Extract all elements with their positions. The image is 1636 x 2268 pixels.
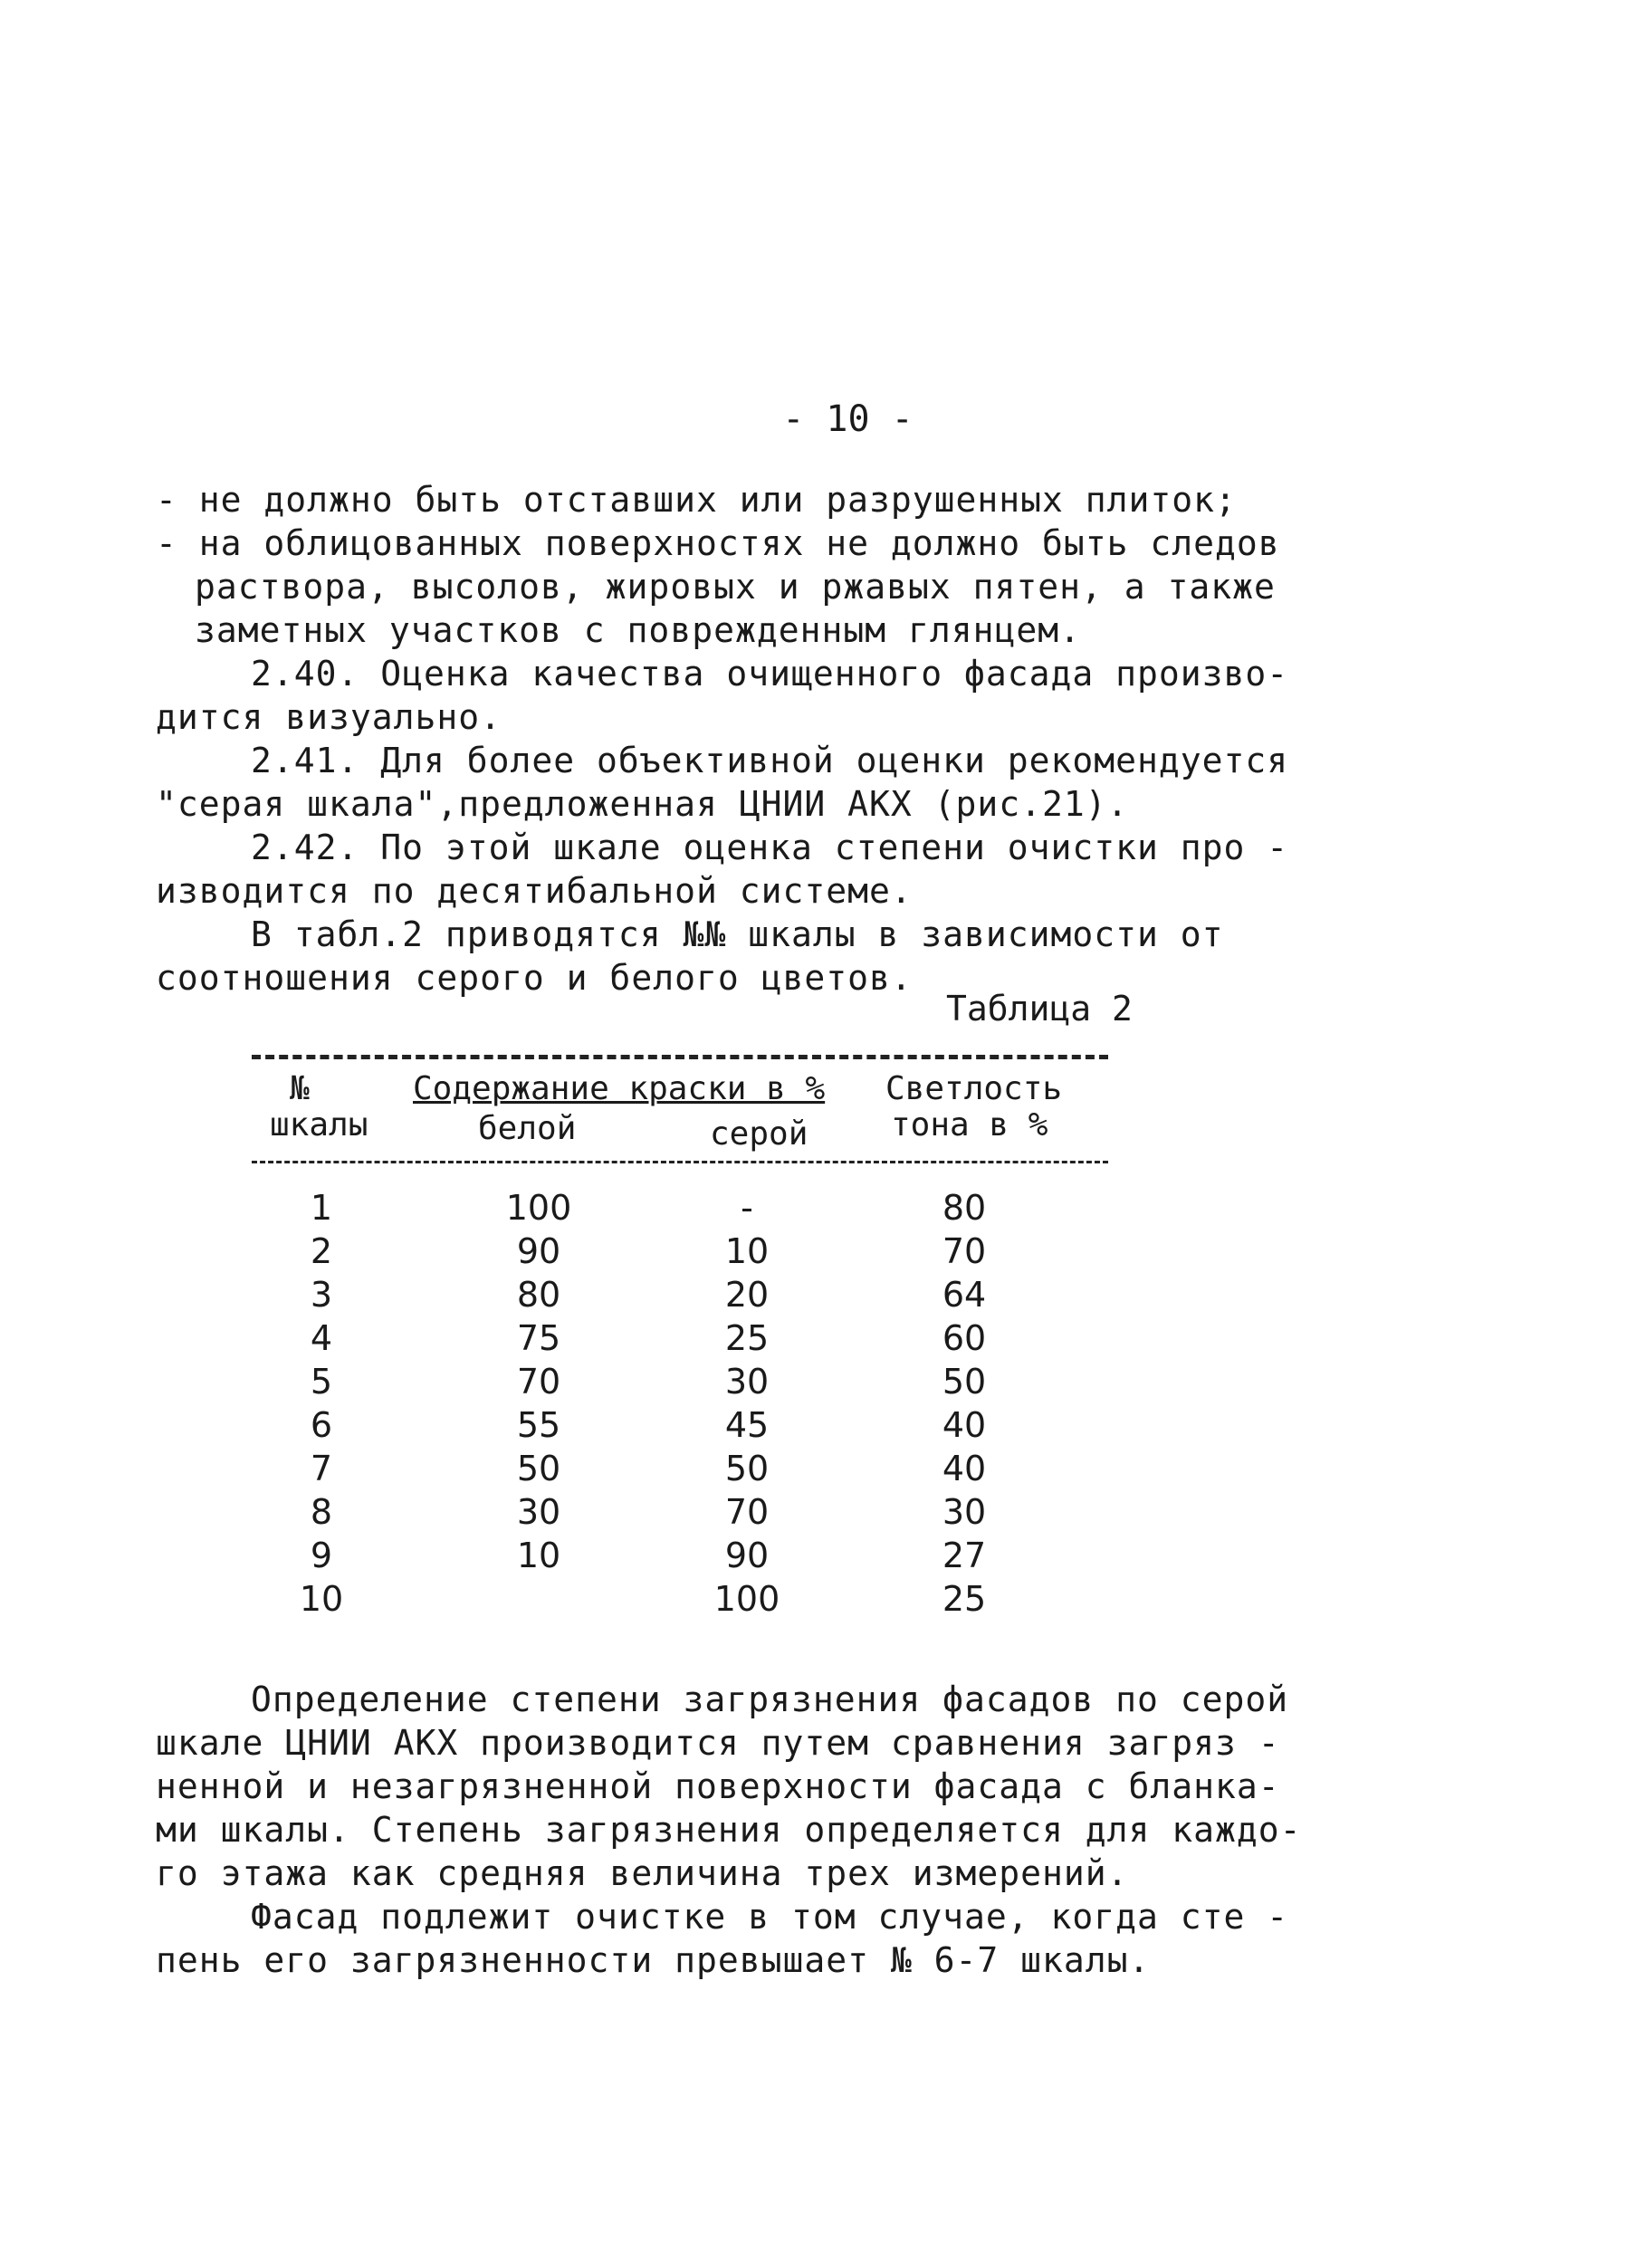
cell-lightness: 70 xyxy=(942,1231,987,1271)
cell-gray: 20 xyxy=(724,1275,770,1315)
text-line: - на облицованных поверхностях не должно быть следов xyxy=(156,523,1280,563)
cell-lightness: 60 xyxy=(942,1318,987,1358)
cell-lightness: 50 xyxy=(942,1362,987,1402)
text-line: соотношения серого и белого цветов. xyxy=(156,958,913,998)
cell-white: 30 xyxy=(516,1492,561,1532)
table-row xyxy=(0,1231,1636,1275)
cell-num: 6 xyxy=(310,1405,333,1445)
cell-gray: 45 xyxy=(724,1405,770,1445)
cell-gray: 50 xyxy=(724,1449,770,1488)
cell-gray: 90 xyxy=(724,1536,770,1575)
cell-lightness: 80 xyxy=(942,1188,987,1228)
cell-gray: 30 xyxy=(724,1362,770,1402)
table-row xyxy=(0,1362,1636,1405)
cell-white: 50 xyxy=(516,1449,561,1488)
table-row xyxy=(0,1275,1636,1318)
cell-white: 55 xyxy=(516,1405,561,1445)
header-gray: серой xyxy=(710,1115,808,1153)
table-row xyxy=(0,1405,1636,1449)
table-row xyxy=(0,1188,1636,1231)
table-caption: Таблица 2 xyxy=(946,989,1133,1029)
table-row xyxy=(0,1318,1636,1362)
header-num: № xyxy=(290,1070,310,1107)
cell-white: 100 xyxy=(505,1188,572,1228)
table-row xyxy=(0,1492,1636,1536)
text-line: ми шкалы. Степень загрязнения определяется для каждо- xyxy=(156,1810,1302,1850)
page-number: - 10 - xyxy=(782,398,914,440)
cell-lightness: 40 xyxy=(942,1405,987,1445)
cell-num: 1 xyxy=(310,1188,333,1228)
cell-num: 8 xyxy=(310,1492,333,1532)
cell-lightness: 64 xyxy=(942,1275,987,1315)
cell-num: 10 xyxy=(299,1579,344,1619)
text-line: заметных участков с поврежденным глянцем. xyxy=(195,610,1081,650)
header-tone: тона в % xyxy=(891,1106,1048,1144)
text-line: Фасад подлежит очистке в том случае, когда сте - xyxy=(251,1897,1289,1937)
paragraph-2-40: 2.40. Оценка качества очищенного фасада произво- xyxy=(251,654,1289,694)
table-row xyxy=(0,1579,1636,1622)
cell-num: 2 xyxy=(310,1231,333,1271)
cell-white: 80 xyxy=(516,1275,561,1315)
cell-num: 9 xyxy=(310,1536,333,1575)
cell-lightness: 27 xyxy=(942,1536,987,1575)
text-line: дится визуально. xyxy=(156,697,502,737)
cell-num: 4 xyxy=(310,1318,333,1358)
cell-gray: 70 xyxy=(724,1492,770,1532)
text-line: В табл.2 приводятся №№ шкалы в зависимости от xyxy=(251,914,1224,954)
cell-lightness: 25 xyxy=(942,1579,987,1619)
text-line: раствора, высолов, жировых и ржавых пятен, а также xyxy=(195,567,1276,607)
cell-white: 70 xyxy=(516,1362,561,1402)
cell-white: 10 xyxy=(516,1536,561,1575)
table-header-rule xyxy=(252,1161,1108,1163)
cell-lightness: 30 xyxy=(942,1492,987,1532)
cell-num: 7 xyxy=(310,1449,333,1488)
text-line: пень его загрязненности превышает № 6-7 шкалы. xyxy=(156,1940,1151,1980)
text-line: изводится по десятибальной системе. xyxy=(156,871,913,911)
cell-gray: 25 xyxy=(724,1318,770,1358)
table-row xyxy=(0,1536,1636,1579)
cell-white: 90 xyxy=(516,1231,561,1271)
text-line: шкале ЦНИИ АКХ производится путем сравнения загряз - xyxy=(156,1723,1280,1763)
paragraph-2-41: 2.41. Для более объективной оценки рекомендуется xyxy=(251,741,1289,780)
table-top-rule xyxy=(252,1055,1108,1059)
header-lightness: Светлость xyxy=(885,1070,1063,1107)
header-white: белой xyxy=(478,1110,577,1147)
text-line: ненной и незагрязненной поверхности фасада с бланка- xyxy=(156,1766,1280,1806)
cell-white: 75 xyxy=(516,1318,561,1358)
cell-num: 3 xyxy=(310,1275,333,1315)
text-line: Определение степени загрязнения фасадов по серой xyxy=(251,1679,1289,1719)
text-line: "серая шкала",предложенная ЦНИИ АКХ (рис.21). xyxy=(156,784,1129,824)
cell-gray: 10 xyxy=(724,1231,770,1271)
table-row xyxy=(0,1449,1636,1492)
cell-lightness: 40 xyxy=(942,1449,987,1488)
cell-num: 5 xyxy=(310,1362,333,1402)
cell-gray: - xyxy=(741,1188,753,1228)
cell-gray: 100 xyxy=(713,1579,780,1619)
header-paint-content: Содержание краски в % xyxy=(413,1070,826,1107)
text-line: го этажа как средняя величина трех измерений. xyxy=(156,1853,1129,1893)
text-line: - не должно быть отставших или разрушенных плиток; xyxy=(156,480,1237,520)
paragraph-2-42: 2.42. По этой шкале оценка степени очистки про - xyxy=(251,828,1289,867)
header-scale: шкалы xyxy=(270,1106,368,1144)
